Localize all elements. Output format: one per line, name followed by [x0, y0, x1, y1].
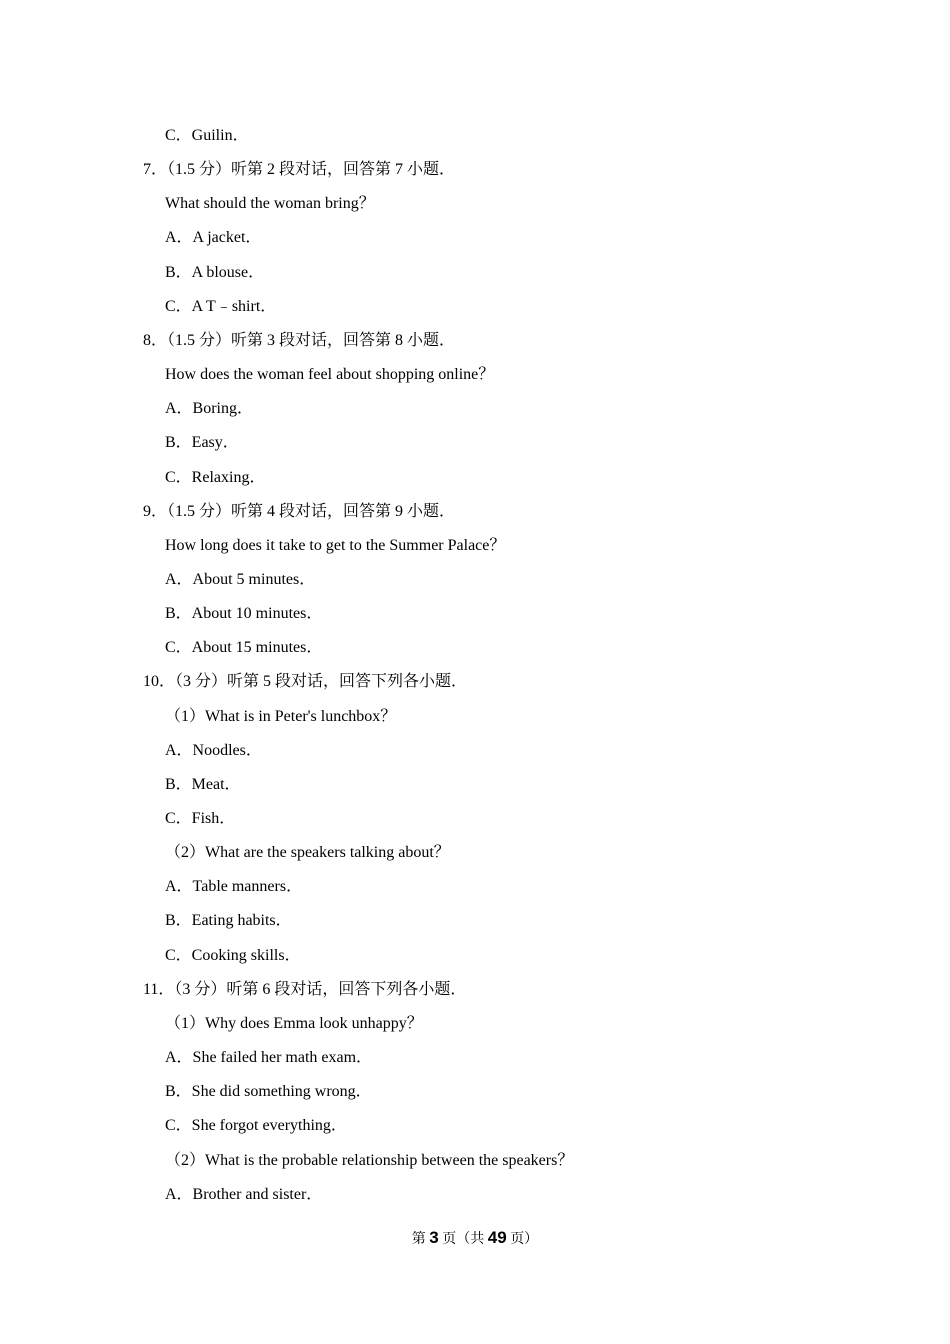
footer-suffix: 页） [510, 1232, 539, 1247]
answer-option: B．Meat． [165, 776, 241, 793]
answer-option: How does the woman feel about shopping online？ [165, 366, 495, 383]
answer-option: B．Easy． [165, 434, 239, 451]
page-footer [0, 1228, 950, 1250]
sub-question: （2）What are the speakers talking about？ [165, 844, 450, 861]
answer-option: C．A T﹣shirt． [165, 298, 277, 315]
current-page-number: 3 [429, 1228, 439, 1247]
answer-option: A．About 5 minutes． [165, 571, 316, 588]
sub-question: （1）What is in Peter's lunchbox？ [165, 708, 397, 725]
answer-option: A．Noodles． [165, 742, 262, 759]
question-heading: 11．（3 分）听第 6 段对话，回答下列各小题． [143, 981, 467, 998]
question-heading: 7．（1.5 分）听第 2 段对话，回答第 7 小题． [143, 161, 456, 178]
sub-question: （1）Why does Emma look unhappy？ [165, 1015, 423, 1032]
answer-option: B．A blouse． [165, 264, 265, 281]
footer-mid: 页（共 [442, 1232, 485, 1247]
answer-option: B．About 10 minutes． [165, 605, 323, 622]
answer-option: A．Brother and sister． [165, 1186, 323, 1203]
question-heading: 9．（1.5 分）听第 4 段对话，回答第 9 小题． [143, 503, 456, 520]
answer-option: A．Boring． [165, 400, 254, 417]
answer-option: B．She did something wrong． [165, 1083, 372, 1100]
answer-option: B．Eating habits． [165, 912, 292, 929]
total-page-count: 49 [487, 1228, 507, 1247]
answer-option: A．A jacket． [165, 229, 262, 246]
answer-option: C．Cooking skills． [165, 947, 301, 964]
footer-prefix: 第 [411, 1232, 426, 1247]
question-heading: 8．（1.5 分）听第 3 段对话，回答第 8 小题． [143, 332, 456, 349]
answer-option: A．Table manners． [165, 878, 303, 895]
answer-option: How long does it take to get to the Summer Palace？ [165, 537, 506, 554]
answer-option: C．Fish． [165, 810, 236, 827]
question-heading: 10．（3 分）听第 5 段对话，回答下列各小题． [143, 673, 468, 690]
answer-option: C．About 15 minutes． [165, 639, 323, 656]
answer-option: A．She failed her math exam． [165, 1049, 373, 1066]
answer-option: What should the woman bring？ [165, 195, 375, 212]
answer-option: C．She forgot everything． [165, 1117, 347, 1134]
sub-question: （2）What is the probable relationship between the speakers？ [165, 1152, 574, 1169]
answer-option: C．Guilin． [165, 127, 249, 144]
answer-option: C．Relaxing． [165, 469, 266, 486]
